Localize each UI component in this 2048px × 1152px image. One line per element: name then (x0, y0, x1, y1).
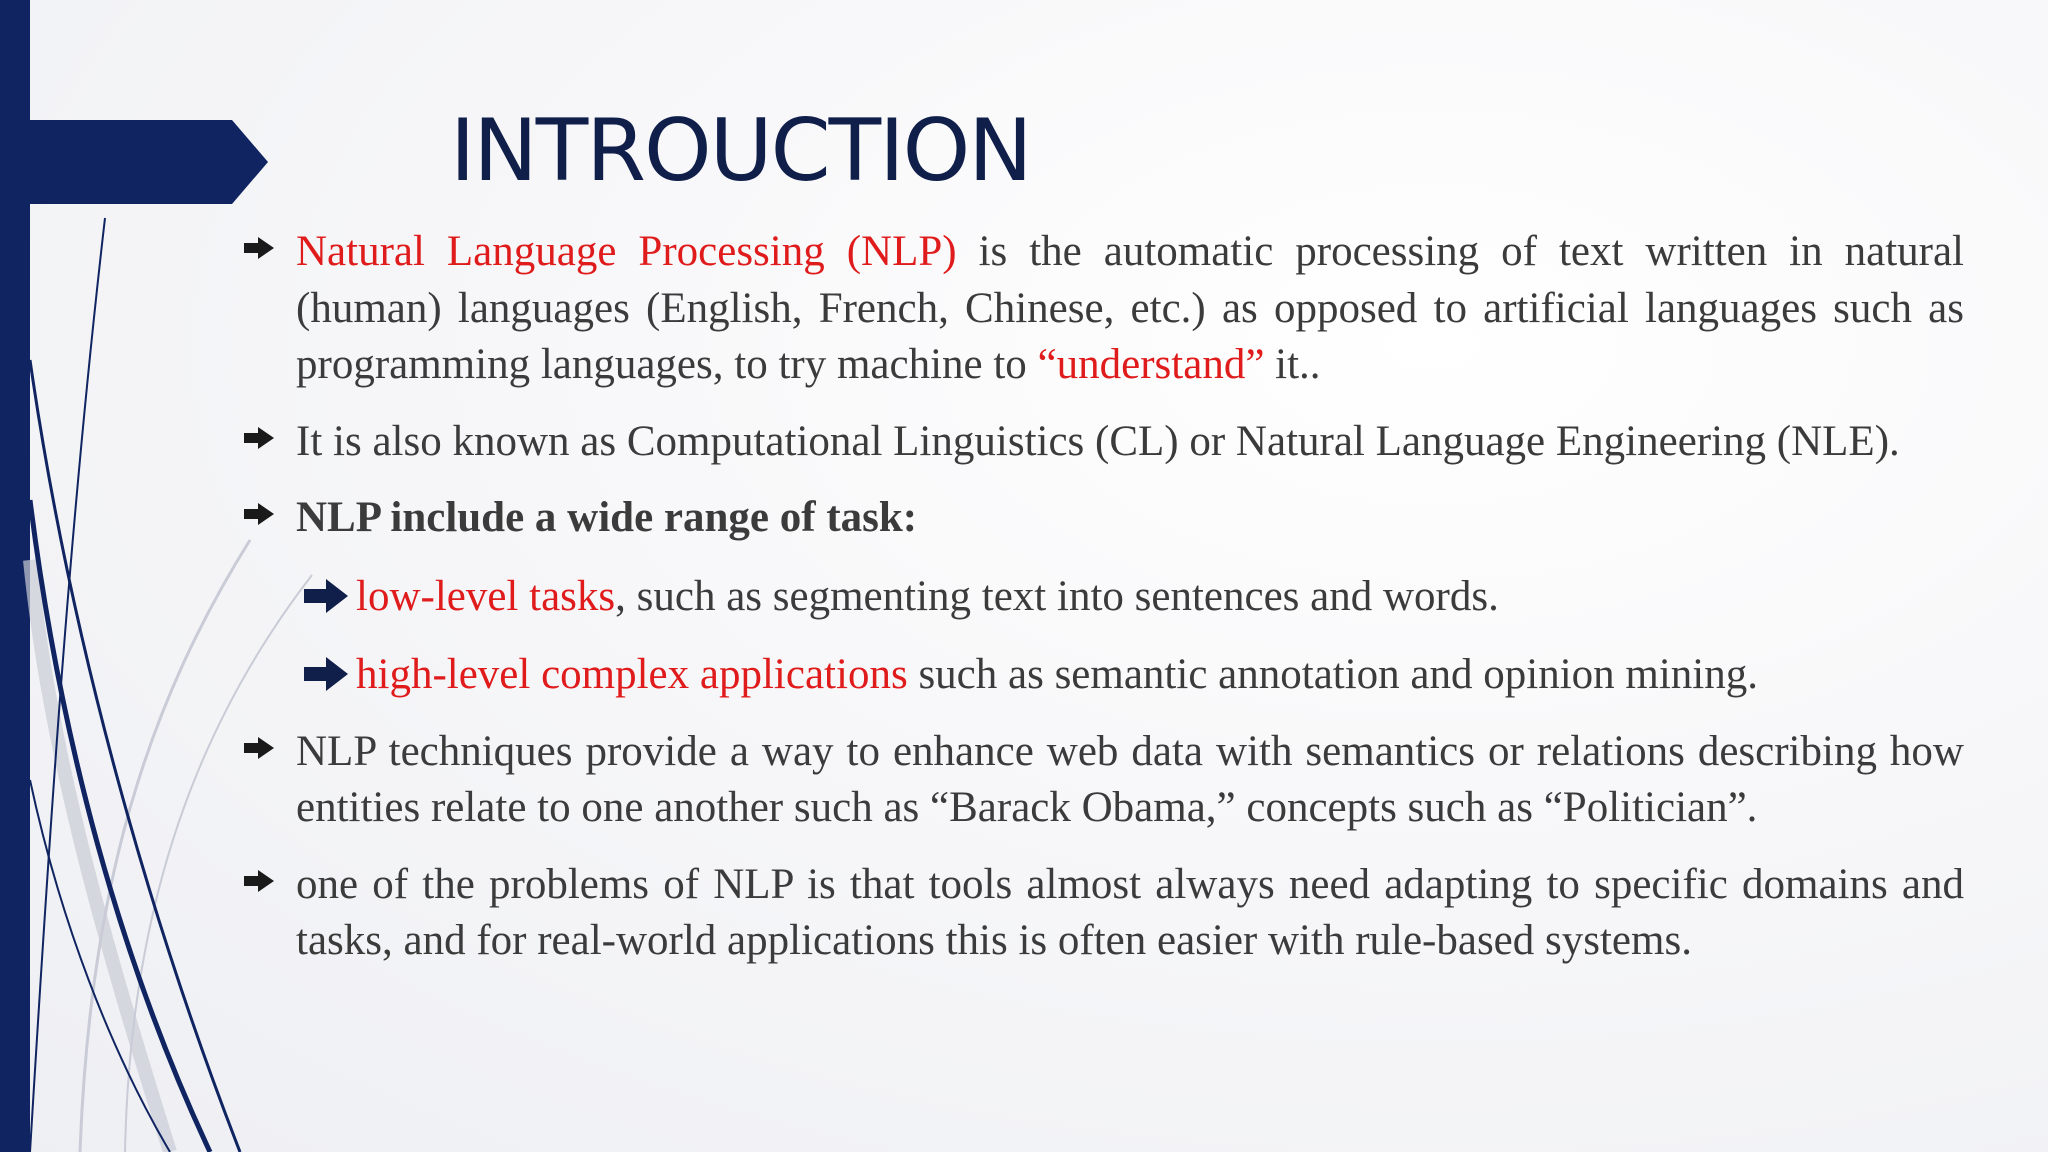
bullet-text: Natural Language Processing (NLP) is the automatic processing of text written in natural (human) languages (English, French, Chinese, etc.) as opposed to artificial languages such as programming languages, to try machine to “understand” it.. (296, 228, 1964, 388)
right-arrow-icon (244, 870, 274, 892)
bold-right-arrow-icon (304, 579, 348, 613)
slide-content (238, 224, 1964, 970)
swoosh-curve (80, 540, 250, 1152)
sub-bullet-text: high-level complex applications such as semantic annotation and opinion mining. (356, 651, 1758, 698)
bullet-item (238, 857, 1964, 970)
low-level-term: low-level tasks (356, 572, 616, 620)
right-arrow-icon (244, 503, 274, 525)
bullet-item (238, 724, 1964, 837)
bold-right-arrow-icon (304, 657, 348, 691)
bullet-item (238, 224, 1964, 394)
bullet-text: NLP techniques provide a way to enhance web data with semantics or relations describing how entities relate to one another such as “Barack Obama,” concepts such as “Politician”. (296, 727, 1964, 831)
right-arrow-icon (244, 427, 274, 449)
slide-title: INTROUCTION (450, 101, 1031, 201)
bullet-text: one of the problems of NLP is that tools almost always need adapting to specific domains and tasks, and for real-world applications this is often easier with rule-based systems. (296, 860, 1964, 964)
title-tab-shape (30, 120, 268, 204)
right-arrow-icon (244, 737, 274, 759)
understand-term: “understand” (1037, 341, 1265, 388)
sub-bullet-text: low-level tasks, such as segmenting text into sentences and words. (356, 572, 1499, 620)
high-level-term: high-level complex applications (356, 651, 908, 698)
sub-bullet-item (238, 647, 1964, 704)
bullet-text: It is also known as Computational Linguistics (CL) or Natural Language Engineering (NLE). (296, 417, 1900, 465)
bullet-item (238, 490, 1964, 547)
right-arrow-icon (244, 237, 274, 259)
bullet-item (238, 414, 1964, 471)
nlp-term: Natural Language Processing (NLP) (296, 228, 957, 275)
bullet-heading: NLP include a wide range of task: (296, 494, 918, 541)
sub-bullet-item (238, 569, 1964, 626)
